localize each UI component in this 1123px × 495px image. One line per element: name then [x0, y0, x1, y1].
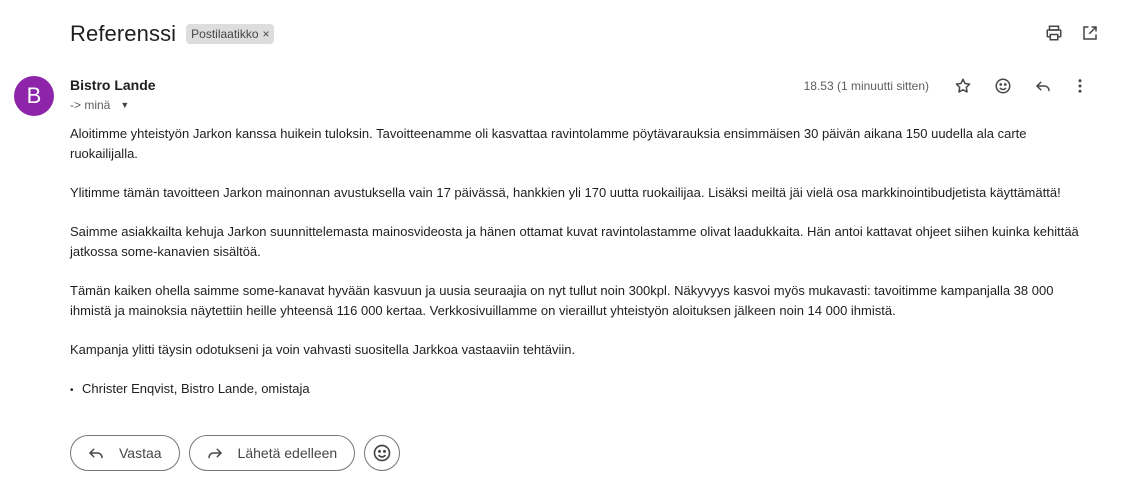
body-paragraph: Ylitimme tämän tavoitteen Jarkon mainonnan avustuksella vain 17 päivässä, hankkien yli 170 uutta ruokailijaa. Lisäksi meiltä jäi vielä osa markkinointibudjetista käyttämättä!	[70, 185, 1061, 200]
body-paragraph: Tämän kaiken ohella saimme some-kanavat hyvään kasvuun ja uusia seuraajia on nyt tullut noin 300kpl. Näkyvyys kasvoi myös mukavasti: tavoitimme kampanjalla 38 000 ihmistä ja mainoksia näytettiin heille yhteensä 116 000 kertaa. Verkkosivuillamme on vieraillut yhteistyön aloituksen jälkeen noin 14 000 ihmistä.	[70, 283, 1054, 318]
signature-text: Christer Enqvist, Bistro Lande, omistaja	[82, 381, 310, 396]
forward-icon	[206, 444, 224, 462]
signature-list	[70, 379, 1090, 401]
subject-row	[70, 18, 274, 50]
avatar[interactable]: B	[14, 76, 54, 116]
emoji-icon[interactable]	[983, 75, 1023, 97]
print-icon[interactable]	[1043, 22, 1065, 44]
forward-button-label: Lähetä edelleen	[237, 445, 338, 461]
emoji-icon	[372, 443, 392, 463]
message-body	[70, 124, 1090, 401]
emoji-react-button[interactable]	[364, 435, 400, 471]
open-in-new-icon[interactable]	[1079, 22, 1101, 44]
label-chip[interactable]	[186, 24, 273, 44]
remove-label-icon[interactable]: ×	[262, 27, 270, 41]
body-paragraph: Aloitimme yhteistyön Jarkon kanssa huikein tuloksin. Tavoitteenamme oli kasvattaa ravintolamme pöytävarauksia ensimmäisen 30 päivän aikana 150 uudella ala carte ruokailijalla.	[70, 126, 1027, 161]
reply-button-label: Vastaa	[119, 445, 162, 461]
bullet-point: •	[70, 385, 74, 396]
recipient-text: -> minä	[70, 98, 111, 112]
recipient-details[interactable]	[70, 98, 129, 112]
reply-icon[interactable]	[1023, 75, 1063, 97]
sender-name[interactable]: Bistro Lande	[70, 77, 156, 93]
timestamp: 18.53 (1 minuutti sitten)	[803, 79, 929, 93]
star-icon[interactable]	[943, 75, 983, 97]
email-subject: Referenssi	[70, 21, 177, 46]
body-paragraph: Kampanja ylitti täysin odotukseni ja voin vahvasti suositella Jarkkoa vastaaviin tehtäviin.	[70, 342, 576, 357]
reply-icon	[87, 444, 105, 462]
list-item	[70, 379, 1090, 401]
reply-button[interactable]	[70, 435, 180, 471]
message-actions	[70, 435, 400, 471]
forward-button[interactable]	[189, 435, 356, 471]
label-chip-text: Postilaatikko	[191, 27, 259, 41]
body-paragraph: Saimme asiakkailta kehuja Jarkon suunnittelemasta mainosvideosta ja hänen ottamat kuvat ravintolastamme olivat laadukkaita. Hän antoi kattavat ohjeet siihen kuinka kehittää jatkossa some-kanavien sisältöä.	[70, 224, 1079, 259]
more-vert-icon[interactable]	[1063, 75, 1097, 97]
top-actions	[1043, 22, 1101, 44]
chevron-down-icon: ▼	[120, 100, 130, 110]
message-meta	[804, 75, 1097, 97]
